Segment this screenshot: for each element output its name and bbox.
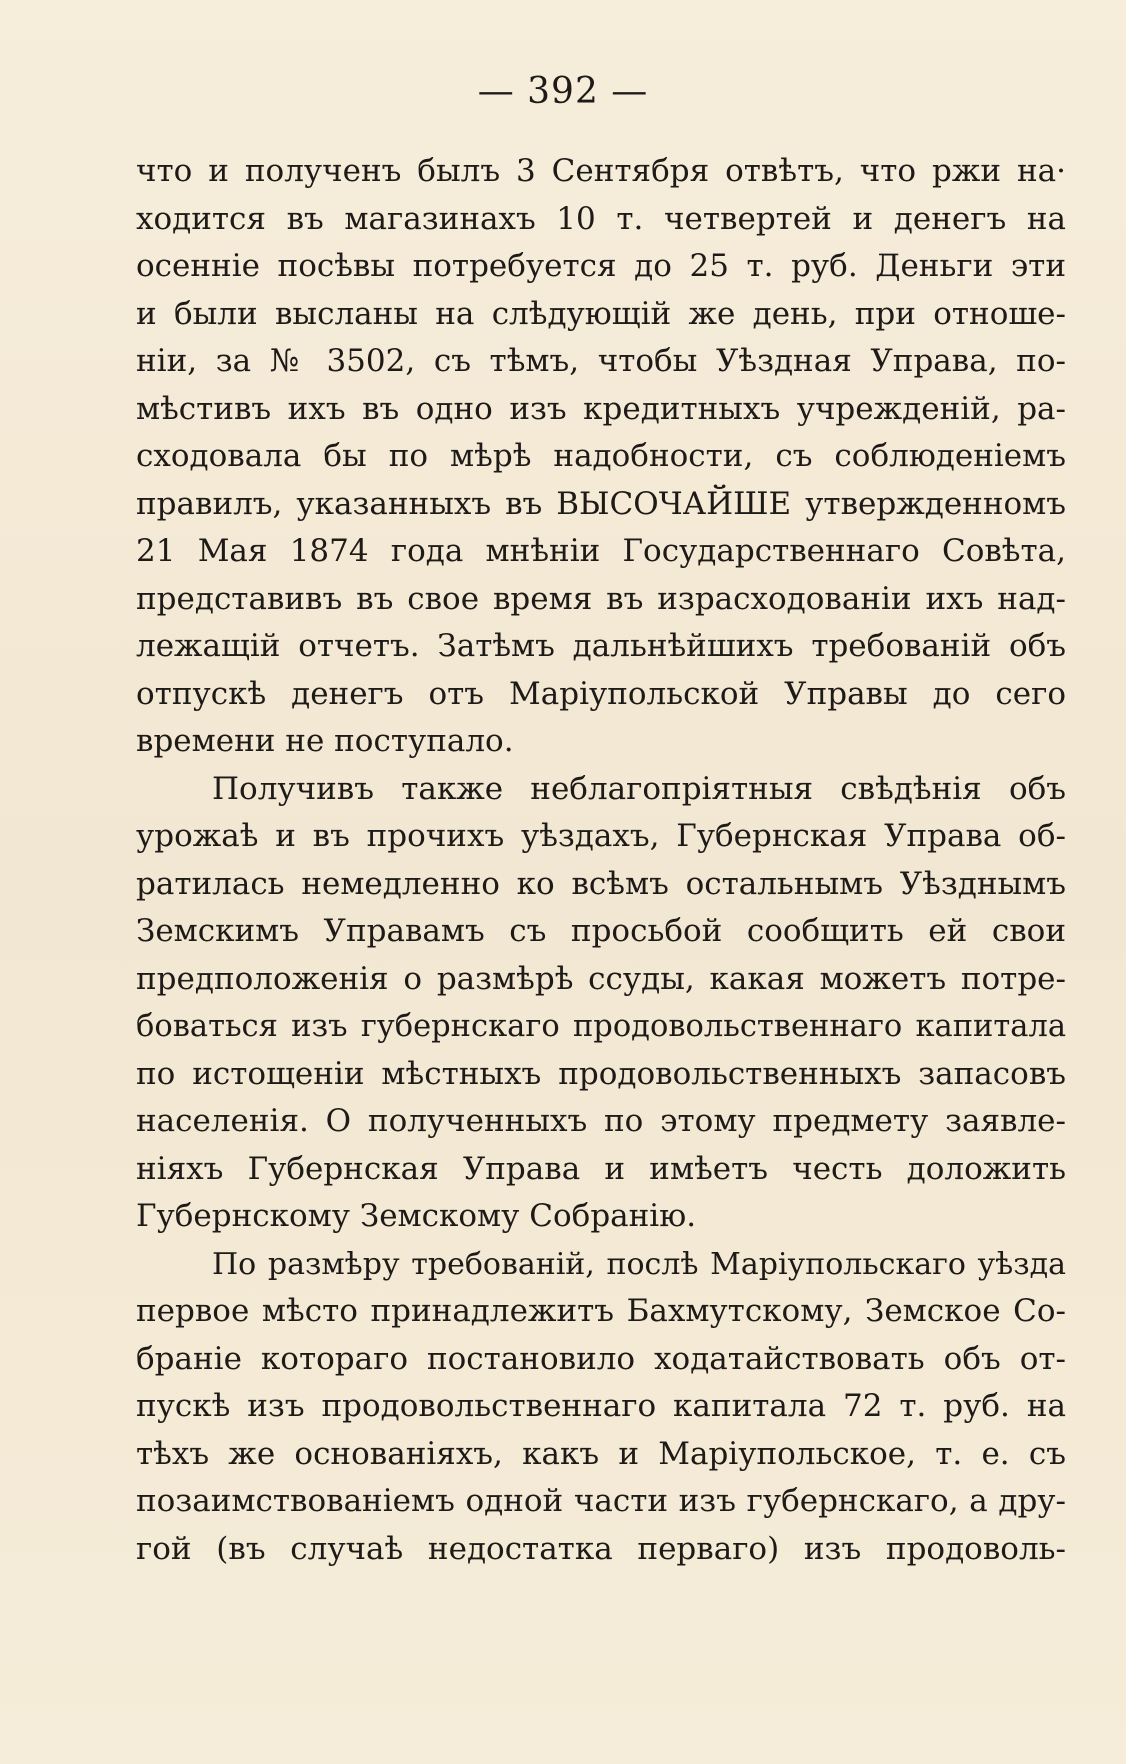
- text-line: урожаѣ и въ прочихъ уѣздахъ, Губернская Управа об-: [136, 818, 1066, 854]
- body-text: [136, 148, 1066, 1573]
- text-line: сходовала бы по мѣрѣ надобности, съ соблюденіемъ: [136, 438, 1066, 474]
- text-line: ратилась немедленно ко всѣмъ остальнымъ Уѣзднымъ: [136, 865, 1066, 902]
- text-line: по истощеніи мѣстныхъ продовольственныхъ запасовъ: [136, 1055, 1066, 1092]
- text-line: осенніе посѣвы потребуется до 25 т. руб. Деньги эти: [136, 248, 1066, 284]
- text-line: ніяхъ Губернская Управа и имѣетъ честь доложить: [136, 1150, 1066, 1187]
- text-line: и были высланы на слѣдующій же день, при отноше-: [136, 295, 1066, 332]
- text-line: Губернскому Земскому Собранію.: [136, 1198, 697, 1234]
- text-line: предположенія о размѣрѣ ссуды, какая можетъ потре-: [136, 960, 1066, 997]
- text-line: ніи, за № 3502, съ тѣмъ, чтобы Уѣздная Управа, по-: [136, 343, 1066, 379]
- text-line: Получивъ также неблагопріятныя свѣдѣнія объ: [212, 770, 1066, 807]
- text-line: первое мѣсто принадлежитъ Бахмутскому, Земское Со-: [136, 1293, 1066, 1329]
- text-line: ходится въ магазинахъ 10 т. четвертей и денегъ на: [136, 200, 1066, 237]
- text-line: правилъ, указанныхъ въ ВЫСОЧАЙШЕ утвержденномъ: [136, 485, 1066, 522]
- text-line: По размѣру требованій, послѣ Маріупольскаго уѣзда: [212, 1246, 1066, 1282]
- text-line: времени не поступало.: [136, 723, 514, 759]
- text-line: позаимствованіемъ одной части изъ губернскаго, а дру-: [136, 1483, 1066, 1519]
- text-line: гой (въ случаѣ недостатка перваго) изъ продоволь-: [136, 1530, 1066, 1567]
- text-line: лежащій отчетъ. Затѣмъ дальнѣйшихъ требованій объ: [136, 628, 1066, 664]
- text-line: браніе котораго постановило ходатайствовать объ от-: [136, 1340, 1066, 1377]
- text-line: что и полученъ былъ 3 Сентября отвѣтъ, что ржи на·: [136, 153, 1066, 189]
- page-number: — 392 —: [477, 71, 649, 112]
- text-line: 21 Мая 1874 года мнѣніи Государственнаго Совѣта,: [136, 533, 1066, 569]
- text-line: населенія. О полученныхъ по этому предмету заявле-: [136, 1103, 1066, 1139]
- text-line: представивъ въ свое время въ израсходованіи ихъ над-: [136, 580, 1066, 617]
- text-line: мѣстивъ ихъ въ одно изъ кредитныхъ учрежденій, ра-: [136, 390, 1066, 427]
- text-line: пускѣ изъ продовольственнаго капитала 72 т. руб. на: [136, 1388, 1066, 1424]
- text-line: отпускѣ денегъ отъ Маріупольской Управы до сего: [136, 675, 1066, 712]
- text-line: тѣхъ же основаніяхъ, какъ и Маріупольское, т. е. съ: [136, 1435, 1066, 1472]
- text-line: Земскимъ Управамъ съ просьбой сообщить ей свои: [136, 913, 1066, 949]
- text-line: боваться изъ губернскаго продовольственнаго капитала: [136, 1009, 1066, 1044]
